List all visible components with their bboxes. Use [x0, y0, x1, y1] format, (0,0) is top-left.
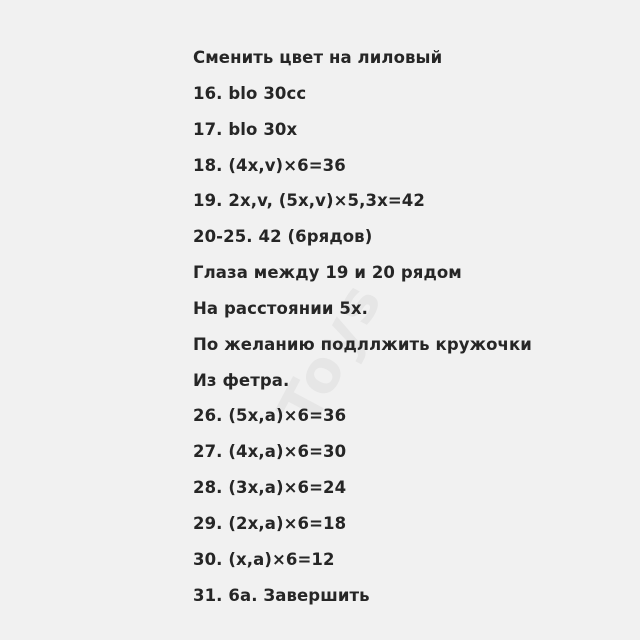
instruction-line: 19. 2x,v, (5x,v)×5,3x=42 [193, 191, 425, 211]
instruction-line: Сменить цвет на лиловый [193, 48, 443, 67]
instruction-line: 18. (4x,v)×6=36 [193, 155, 346, 175]
instruction-line: 30. (x,a)×6=12 [193, 549, 335, 569]
instruction-line: 26. (5x,a)×6=36 [193, 406, 347, 426]
instruction-line: 16. blo 30cc [193, 83, 307, 103]
instruction-line: 27. (4x,a)×6=30 [193, 442, 347, 462]
instruction-line: По желанию подллжить кружочки [193, 334, 532, 354]
instruction-line: На расстоянии 5x. [193, 298, 369, 318]
instruction-line: Глаза между 19 и 20 рядом [193, 263, 462, 283]
instruction-line: Из фетра. [193, 370, 290, 390]
pattern-instructions [193, 46, 532, 620]
instruction-line: 17. blo 30x [193, 119, 298, 139]
instruction-line: 20-25. 42 (6рядов) [193, 227, 373, 247]
instruction-line: 29. (2x,a)×6=18 [193, 513, 347, 533]
instruction-line: 28. (3x,a)×6=24 [193, 478, 347, 498]
instruction-line: 31. 6a. Завершить [193, 585, 370, 605]
